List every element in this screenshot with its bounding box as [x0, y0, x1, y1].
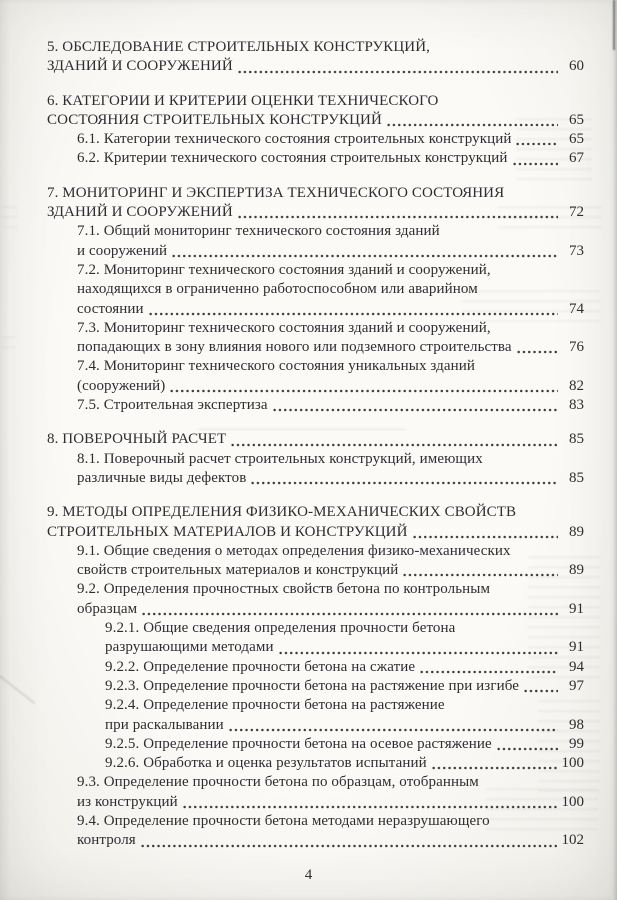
toc-page-number: 60 [569, 58, 584, 75]
toc-entry-text: 9.2.1. Общие сведения определения прочности бетона [105, 620, 456, 637]
toc-line [77, 261, 584, 280]
toc-entry [47, 396, 584, 415]
toc-entry-text: состоянии [77, 300, 144, 317]
toc-line [105, 658, 584, 677]
toc-entry-text: 9.2.4. Определение прочности бетона на растяжение [105, 697, 445, 714]
toc-page-number: 85 [569, 431, 584, 448]
toc-line [77, 600, 584, 619]
dot-leader [237, 57, 558, 76]
dot-leader [230, 430, 558, 449]
toc-entry [47, 149, 584, 168]
dot-leader [278, 638, 558, 657]
toc-page-number: 94 [569, 658, 584, 675]
toc-entry-text: 6. КАТЕГОРИИ И КРИТЕРИИ ОЦЕНКИ ТЕХНИЧЕСКОГО [47, 92, 439, 109]
toc-entry [47, 580, 584, 619]
toc-entry-text: попадающих в зону влияния нового или подземного строительства [77, 339, 512, 356]
toc-page-number: 100 [561, 755, 584, 772]
toc-entry-text: 6.1. Категории технического состояния строительных конструкций [77, 131, 512, 148]
toc-entry [47, 92, 584, 131]
toc-entry-text: 6.2. Критерии технического состояния строительных конструкций [77, 150, 508, 167]
dot-leader [523, 677, 558, 696]
toc-page-number: 91 [569, 600, 584, 617]
dot-leader [250, 469, 558, 488]
toc-entry [47, 130, 584, 149]
toc-line [105, 677, 584, 696]
toc-entry [47, 773, 584, 812]
toc-line [77, 222, 584, 241]
toc-entry-text: разрушающими методами [105, 639, 274, 656]
toc-page-number: 83 [569, 397, 584, 414]
page-left-edge-shading [0, 0, 10, 900]
toc-entry-text: 9.2.3. Определение прочности бетона на растяжение при изгибе [105, 677, 519, 694]
toc-entry [47, 222, 584, 261]
toc-page-number: 85 [569, 469, 584, 486]
toc-page-number: 74 [569, 300, 584, 317]
toc-page-number: 91 [569, 639, 584, 656]
toc-entry-text: контроля [77, 832, 136, 849]
toc-page-number: 72 [569, 204, 584, 221]
toc-entry-text: 7.2. Мониторинг технического состояния зданий и сооружений, [77, 261, 491, 278]
page-number: 4 [304, 867, 313, 883]
bleed-through-artifact [2, 206, 18, 228]
toc-entry [47, 677, 584, 696]
toc-entry [47, 619, 584, 658]
toc-line [77, 396, 584, 415]
toc-page-number: 99 [569, 735, 584, 752]
toc-entry [47, 503, 584, 542]
toc-entry [47, 696, 584, 735]
dot-leader [516, 338, 558, 357]
dot-leader [171, 242, 558, 261]
toc-entry [47, 319, 584, 358]
dot-leader [237, 203, 558, 222]
toc-entry [47, 38, 584, 77]
toc-entry-text: свойств строительных материалов и конструкций [77, 562, 399, 579]
scan-edge-artifact [613, 0, 615, 50]
toc-entry-text: СОСТОЯНИЯ СТРОИТЕЛЬНЫХ КОНСТРУКЦИЙ [47, 111, 382, 128]
toc-entry-text: (сооружений) [77, 377, 166, 394]
dot-leader [182, 793, 558, 812]
toc-entry-text: 9.3. Определение прочности бетона по образцам, отобранным [77, 774, 479, 791]
dot-leader [140, 831, 558, 850]
toc-line [77, 357, 584, 376]
dot-leader [512, 149, 558, 168]
toc-entry-text: ЗДАНИЙ И СООРУЖЕНИЙ [47, 204, 233, 221]
toc-entry [47, 184, 584, 223]
dot-leader [386, 111, 558, 130]
toc-line [77, 319, 584, 338]
toc-page-number: 89 [569, 523, 584, 540]
toc-page-number: 65 [569, 111, 584, 128]
toc-line [105, 716, 584, 735]
toc-line [47, 111, 584, 130]
toc-entry-text: 8.1. Поверочный расчет строительных конструкций, имеющих [77, 450, 483, 467]
toc-line [77, 812, 584, 831]
toc-line [77, 149, 584, 168]
toc-entry [47, 261, 584, 319]
toc-entry-text: 7.3. Мониторинг технического состояния зданий и сооружений, [77, 319, 491, 336]
toc-line [47, 503, 584, 522]
toc-entry-text: ЗДАНИЙ И СООРУЖЕНИЙ [47, 58, 233, 75]
toc-line [47, 203, 584, 222]
toc-line [77, 469, 584, 488]
toc-line [77, 793, 584, 812]
toc-entry-text: 5. ОБСЛЕДОВАНИЕ СТРОИТЕЛЬНЫХ КОНСТРУКЦИЙ, [47, 39, 431, 55]
toc-entry-text: образцам [77, 600, 138, 617]
toc-line [47, 92, 584, 111]
toc-line [77, 831, 584, 850]
toc-entry [47, 735, 584, 754]
toc-entry-text: 7. МОНИТОРИНГ И ЭКСПЕРТИЗА ТЕХНИЧЕСКОГО СОСТОЯНИЯ [47, 184, 505, 201]
dot-leader [419, 658, 558, 677]
toc-entry [47, 658, 584, 677]
toc-page-number: 76 [569, 339, 584, 356]
toc-entry-text: 9.2.6. Обработка и оценка результатов испытаний [105, 755, 427, 772]
toc-line [77, 280, 584, 299]
toc-entry-text: СТРОИТЕЛЬНЫХ МАТЕРИАЛОВ И КОНСТРУКЦИЙ [47, 523, 408, 540]
toc-page-number: 98 [569, 716, 584, 733]
toc-entry-text: 9.2.5. Определение прочности бетона на осевое растяжение [105, 735, 492, 752]
toc-line [47, 184, 584, 203]
toc-line [77, 300, 584, 319]
toc-line [77, 580, 584, 599]
toc-entry-text: 8. ПОВЕРОЧНЫЙ РАСЧЕТ [47, 431, 227, 448]
toc-line [47, 57, 584, 76]
toc-line [105, 754, 584, 773]
toc-line [47, 430, 584, 449]
toc-entry-text: при раскалывании [105, 716, 224, 733]
dot-leader [228, 716, 558, 735]
page-right-edge-shading [613, 0, 617, 900]
toc-line [77, 561, 584, 580]
toc-line [77, 450, 584, 469]
toc-entry [47, 430, 584, 449]
toc-line [105, 619, 584, 638]
toc-line [77, 130, 584, 149]
toc-entry [47, 812, 584, 851]
toc-entry-text: 9. МЕТОДЫ ОПРЕДЕЛЕНИЯ ФИЗИКО-МЕХАНИЧЕСКИХ СВОЙСТВ [47, 504, 517, 521]
toc-entry-text: 7.1. Общий мониторинг технического состояния зданий [77, 223, 440, 240]
dot-leader [412, 523, 558, 542]
toc-entry [47, 357, 584, 396]
toc-line [77, 338, 584, 357]
toc-entry [47, 754, 584, 773]
toc-line [105, 696, 584, 715]
dot-leader [169, 377, 558, 396]
toc-page-number: 89 [569, 562, 584, 579]
toc-entry-text: 9.2. Определения прочностных свойств бетона по контрольным [77, 581, 491, 598]
dot-leader [141, 600, 558, 619]
dot-leader [496, 735, 558, 754]
toc-line [47, 38, 584, 57]
dot-leader [515, 130, 558, 149]
toc-entry [47, 542, 584, 581]
toc-entry-text: 9.1. Общие сведения о методах определения физико-механических [77, 542, 511, 559]
dot-leader [148, 300, 558, 319]
toc-page-number: 73 [569, 242, 584, 259]
toc-line [77, 377, 584, 396]
toc-page-number: 67 [569, 150, 584, 167]
toc-line [77, 242, 584, 261]
toc-line [47, 523, 584, 542]
toc-page-number: 82 [569, 377, 584, 394]
toc-entry-text: из конструкций [77, 793, 178, 810]
toc-entry-text: 9.4. Определение прочности бетона методами неразрушающего [77, 812, 490, 829]
toc-page-number: 65 [569, 131, 584, 148]
toc-entry-text: находящихся в ограниченно работоспособном или аварийном [77, 281, 478, 298]
dot-leader [431, 754, 558, 773]
dot-leader [402, 561, 558, 580]
toc-line [77, 773, 584, 792]
toc-entry-text: 9.2.2. Определение прочности бетона на сжатие [105, 658, 416, 675]
toc-list [47, 38, 584, 851]
bleed-through-artifact [2, 336, 16, 354]
toc-entry-text: 7.5. Строительная экспертиза [77, 397, 268, 414]
toc-entry-text: различные виды дефектов [77, 469, 247, 486]
toc-entry-text: 7.4. Мониторинг технического состояния уникальных зданий [77, 358, 476, 375]
toc-line [105, 735, 584, 754]
toc-page-number: 100 [561, 793, 584, 810]
toc-line [105, 638, 584, 657]
toc-entry-text: и сооружений [77, 242, 168, 259]
toc-page-number: 97 [569, 677, 584, 694]
dot-leader [272, 396, 558, 415]
toc-entry [47, 450, 584, 489]
toc-line [77, 542, 584, 561]
toc-page-number: 102 [561, 832, 584, 849]
